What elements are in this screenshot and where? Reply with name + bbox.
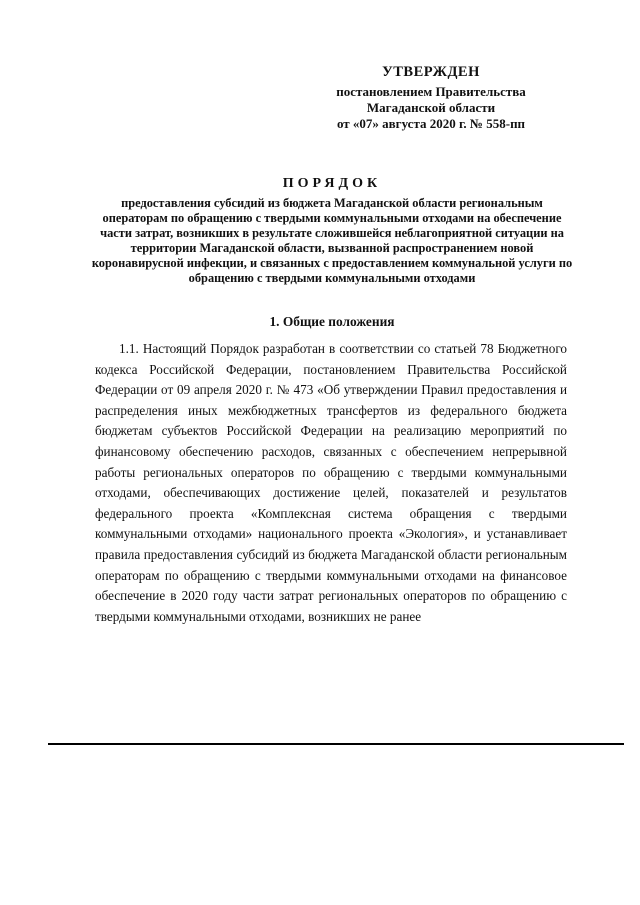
paragraph-1-1: 1.1. Настоящий Порядок разработан в соответствии со статьей 78 Бюджетного кодекса Российской Федерации, постановлением Правительства Российской Федерации от 09 апреля 2020 г. № 473 «Об утверждении Правил предоставления и распределения иных межбюджетных трансфертов из федерального бюджета бюджетам субъектов Российской Федерации на реализацию мероприятий по финансовому обеспечению расходов, связанных с обеспечением непрерывной работы региональных операторов по обращению с твердыми коммунальными отходами, обеспечивающих достижение целей, показателей и результатов федерального проекта «Комплексная система обращения с твердыми коммунальными отходами» национального проекта «Экология», и устанавливает правила предоставления субсидий из бюджета Магаданской области региональным операторам по обращению с твердыми коммунальными отходами на финансовое обеспечение в 2020 году части затрат региональных операторов по обращению с твердыми коммунальными отходами, возникших не ранее bbox=[95, 341, 567, 624]
approval-title: УТВЕРЖДЕН bbox=[382, 64, 480, 80]
document-subtitle: предоставления субсидий из бюджета Магаданской области региональным операторам по обращению с твердыми коммунальными отходами на обеспечение части затрат, возникших в результате сложившейся неблагоприятной ситуации на территории Магаданской области, вызванной распространением новой коронавирусной инфекции, и связанных с предоставлением коммунальной услуги по обращению с твердыми коммунальными отходами bbox=[91, 196, 573, 285]
section-body bbox=[95, 339, 567, 627]
approval-line-1: постановлением Правительства bbox=[336, 84, 526, 99]
bottom-divider bbox=[48, 743, 624, 745]
approval-line-2: Магаданской области bbox=[366, 100, 496, 115]
section-heading: 1. Общие положения bbox=[269, 314, 395, 329]
document-title: ПОРЯДОК bbox=[282, 176, 382, 191]
approval-stamp bbox=[306, 64, 556, 132]
approval-line-3: от «07» августа 2020 г. № 558-пп bbox=[336, 116, 526, 131]
